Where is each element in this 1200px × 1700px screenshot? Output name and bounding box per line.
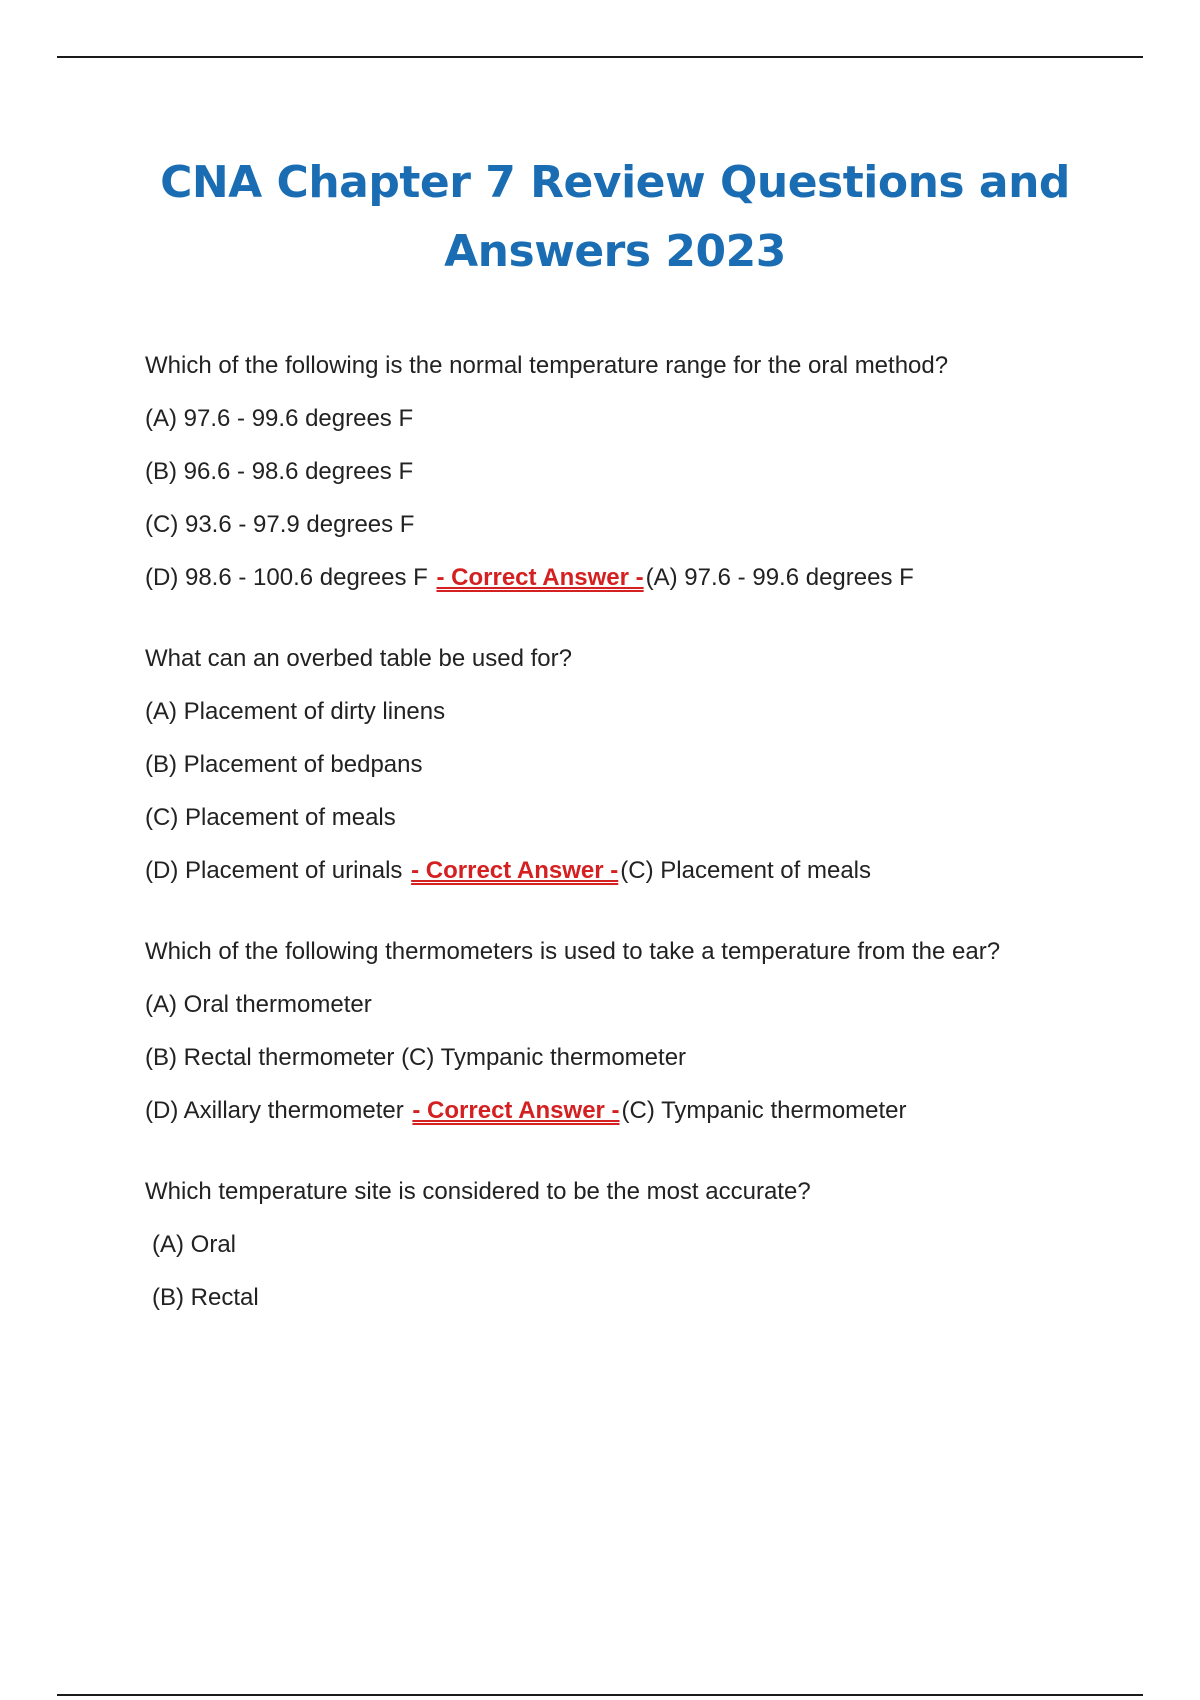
answer-option: (D) Axillary thermometer: [145, 1097, 404, 1124]
answer-option: (B) Rectal thermometer (C) Tympanic thermometer: [145, 1044, 687, 1071]
answer-option: (A) Oral: [152, 1231, 236, 1258]
answer-option: (C) 93.6 - 97.9 degrees F: [145, 511, 415, 538]
question-prompt: Which of the following thermometers is used to take a temperature from the ear?: [145, 938, 1001, 965]
correct-answer-value: (C) Tympanic thermometer: [621, 1097, 907, 1124]
question-2: [145, 645, 1145, 885]
correct-answer-value: (C) Placement of meals: [620, 857, 872, 884]
answer-option: (A) Placement of dirty linens: [145, 698, 446, 725]
question-1: [145, 352, 1145, 592]
answer-line: [145, 564, 1145, 592]
answer-option: (B) 96.6 - 98.6 degrees F: [145, 458, 414, 485]
correct-answer-label: - Correct Answer -: [411, 857, 619, 884]
answer-line: [145, 1097, 1145, 1125]
top-rule: [57, 56, 1143, 58]
answer-option: (A) Oral thermometer: [145, 991, 372, 1018]
question-prompt: Which of the following is the normal temperature range for the oral method?: [145, 352, 949, 379]
answer-line: [145, 857, 1145, 885]
answer-option: (A) 97.6 - 99.6 degrees F: [145, 405, 414, 432]
question-4: [145, 1178, 1145, 1312]
question-prompt: What can an overbed table be used for?: [145, 645, 572, 672]
bottom-rule: [57, 1694, 1143, 1696]
answer-option: (B) Placement of bedpans: [145, 751, 423, 778]
correct-answer-label: - Correct Answer -: [412, 1097, 620, 1124]
correct-answer-value: (A) 97.6 - 99.6 degrees F: [645, 564, 914, 591]
answer-option: (C) Placement of meals: [145, 804, 396, 831]
answer-option: (D) 98.6 - 100.6 degrees F: [145, 564, 428, 591]
answer-option: (B) Rectal: [152, 1284, 259, 1311]
question-prompt: Which temperature site is considered to be the most accurate?: [145, 1178, 811, 1205]
answer-option: (D) Placement of urinals: [145, 857, 403, 884]
correct-answer-label: - Correct Answer -: [436, 564, 644, 591]
document-title: CNA Chapter 7 Review Questions and Answers 2023: [160, 157, 1070, 277]
question-list: [145, 352, 1145, 1365]
question-3: [145, 938, 1145, 1125]
